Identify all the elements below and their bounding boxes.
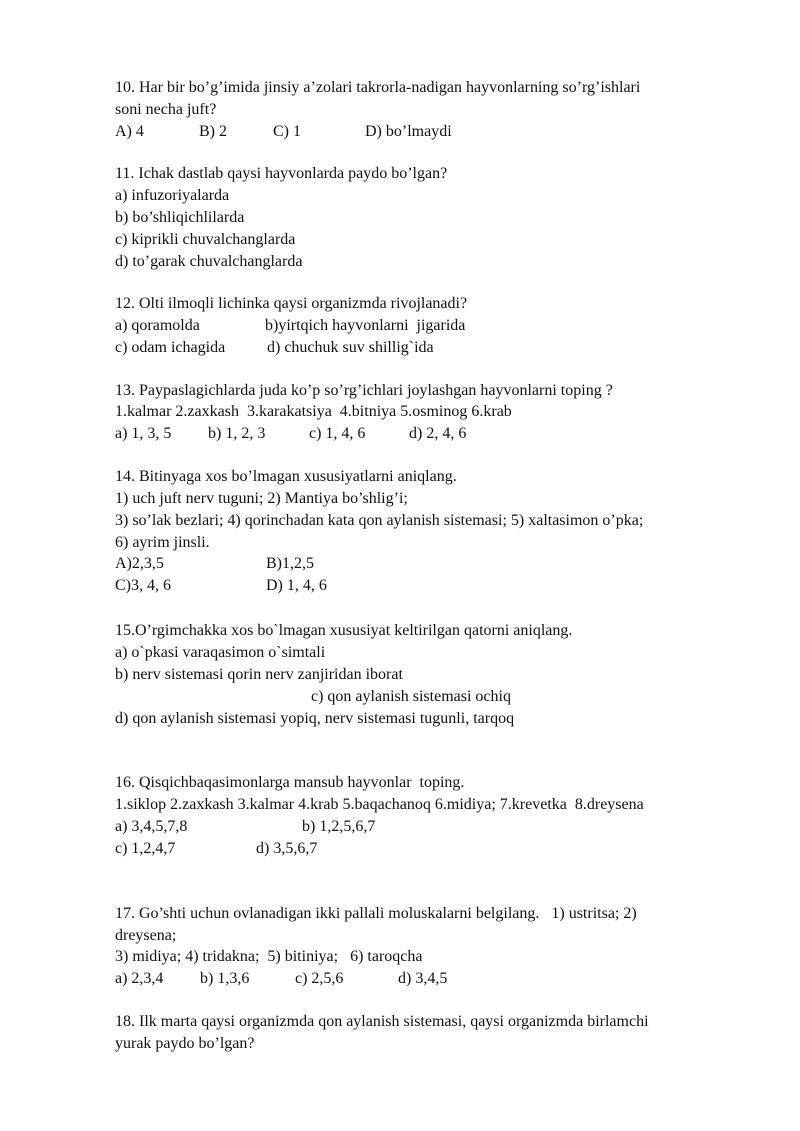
question-16-option-c: c) 1,2,4,7 bbox=[115, 840, 176, 857]
question-10-option-d: D) bo’lmaydi bbox=[365, 123, 452, 140]
question-17-text-cont: dreysena; bbox=[115, 927, 177, 944]
question-11-option-b: b) bo’shliqichlilarda bbox=[115, 209, 245, 226]
question-13-list: 1.kalmar 2.zaxkash 3.karakatsiya 4.bitniya 5.osminog 6.krab bbox=[115, 403, 512, 420]
question-16-option-a: a) 3,4,5,7,8 bbox=[115, 818, 188, 835]
question-14-list-line-1: 1) uch juft nerv tuguni; 2) Mantiya bo’shlig’i; bbox=[115, 490, 408, 507]
question-17-option-c: c) 2,5,6 bbox=[295, 970, 344, 987]
question-11-option-c: c) kiprikli chuvalchanglarda bbox=[115, 231, 296, 248]
question-12-text: 12. Olti ilmoqli lichinka qaysi organizmda rivojlanadi? bbox=[115, 295, 468, 312]
question-16-list: 1.siklop 2.zaxkash 3.kalmar 4.krab 5.baqachanoq 6.midiya; 7.krevetka 8.dreysena bbox=[115, 796, 644, 813]
question-10-option-b: B) 2 bbox=[199, 123, 227, 140]
question-13-option-d: d) 2, 4, 6 bbox=[409, 425, 467, 442]
question-17-option-d: d) 3,4,5 bbox=[398, 970, 448, 987]
question-13-text: 13. Paypaslagichlarda juda ko’p so’rg’ichlari joylashgan hayvonlarni toping ? bbox=[115, 382, 613, 399]
question-13-option-c: c) 1, 4, 6 bbox=[309, 425, 366, 442]
question-11-option-d: d) to’garak chuvalchanglarda bbox=[115, 253, 303, 270]
question-12-option-c: c) odam ichagida bbox=[115, 339, 226, 356]
question-16-option-b: b) 1,2,5,6,7 bbox=[302, 818, 376, 835]
question-13-option-a: a) 1, 3, 5 bbox=[115, 425, 172, 442]
question-14-text: 14. Bitinyaga xos bo’lmagan xususiyatlarni aniqlang. bbox=[115, 468, 457, 485]
question-17-option-a: a) 2,3,4 bbox=[115, 970, 164, 987]
question-10-text-cont: soni necha juft? bbox=[115, 101, 217, 118]
question-10-option-c: C) 1 bbox=[273, 123, 301, 140]
question-12-option-b: b)yirtqich hayvonlarni jigarida bbox=[265, 317, 466, 334]
question-15-option-a: a) o`pkasi varaqasimon o`simtali bbox=[115, 644, 326, 661]
question-16-option-d: d) 3,5,6,7 bbox=[256, 840, 318, 857]
question-11-text: 11. Ichak dastlab qaysi hayvonlarda paydo bo’lgan? bbox=[115, 165, 448, 182]
question-10-option-a: A) 4 bbox=[115, 123, 144, 140]
question-15-option-d: d) qon aylanish sistemasi yopiq, nerv sistemasi tugunli, tarqoq bbox=[115, 710, 515, 727]
question-10-text: 10. Har bir bo’g’imida jinsiy a’zolari takrorla-nadigan hayvonlarning so’rg’ishlari bbox=[115, 79, 641, 96]
question-14-list-line-3: 6) ayrim jinsli. bbox=[115, 534, 210, 551]
question-11-option-a: a) infuzoriyalarda bbox=[115, 187, 230, 204]
question-15-text: 15.O’rgimchakka xos bo`lmagan xususiyat keltirilgan qatorni aniqlang. bbox=[115, 622, 573, 639]
question-14-list-line-2: 3) so’lak bezlari; 4) qorinchadan kata qon aylanish sistemasi; 5) xaltasimon o’pka; bbox=[115, 512, 644, 529]
question-17-list: 3) midiya; 4) tridakna; 5) bitiniya; 6) taroqcha bbox=[115, 948, 423, 965]
question-12-option-d: d) chuchuk suv shillig`ida bbox=[267, 339, 434, 356]
question-14-option-b: B)1,2,5 bbox=[266, 555, 314, 572]
question-13-option-b: b) 1, 2, 3 bbox=[208, 425, 266, 442]
question-15-option-b: b) nerv sistemasi qorin nerv zanjiridan iborat bbox=[115, 666, 403, 683]
question-12-option-a: a) qoramolda bbox=[115, 317, 200, 334]
question-17-text: 17. Go’shti uchun ovlanadigan ikki pallali moluskalarni belgilang. 1) ustritsa; 2) bbox=[115, 905, 637, 922]
question-18-text: 18. Ilk marta qaysi organizmda qon aylanish sistemasi, qaysi organizmda birlamchi bbox=[115, 1013, 649, 1030]
question-17-option-b: b) 1,3,6 bbox=[200, 970, 250, 987]
question-14-option-c: C)3, 4, 6 bbox=[115, 577, 171, 594]
question-14-option-a: A)2,3,5 bbox=[115, 555, 164, 572]
question-14-option-d: D) 1, 4, 6 bbox=[266, 577, 327, 594]
question-15-option-c: c) qon aylanish sistemasi ochiq bbox=[311, 688, 511, 705]
question-18-text-cont: yurak paydo bo’lgan? bbox=[115, 1035, 255, 1052]
question-16-text: 16. Qisqichbaqasimonlarga mansub hayvonlar toping. bbox=[115, 774, 465, 791]
